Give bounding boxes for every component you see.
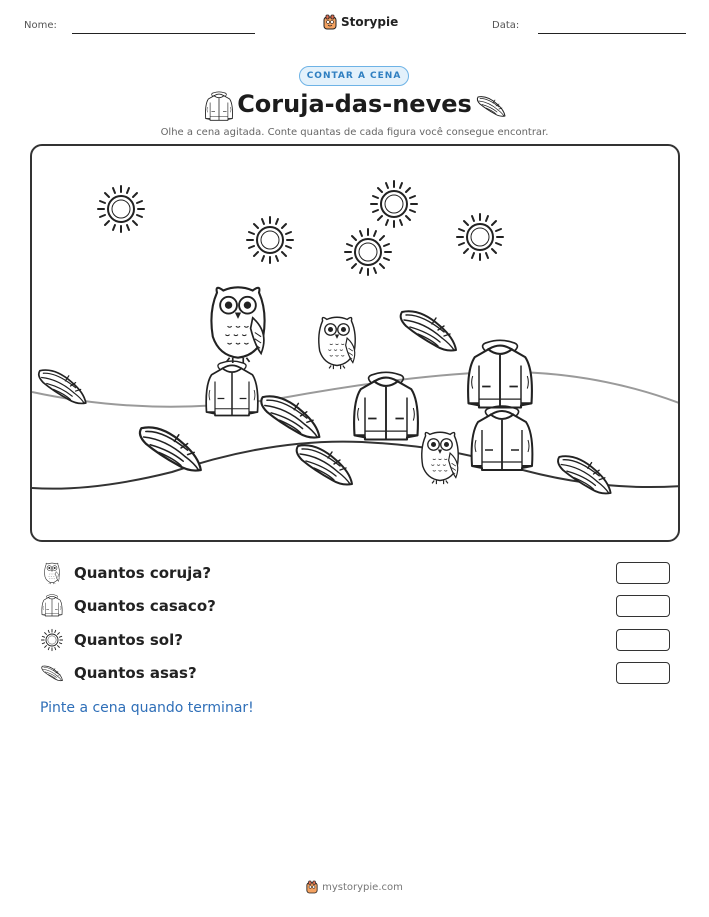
title-text: Coruja-das-neves: [237, 90, 472, 118]
question-text: Quantos coruja?: [74, 564, 212, 582]
sun-icon: [457, 214, 503, 260]
question-row: [40, 658, 680, 688]
answer-box[interactable]: [616, 595, 670, 617]
question-text: Quantos sol?: [74, 631, 183, 649]
question-text: Quantos asas?: [74, 664, 197, 682]
wing-icon: [40, 661, 64, 685]
sun-icon: [247, 217, 293, 263]
page-title: [0, 90, 709, 118]
instructions: Olhe a cena agitada. Conte quantas de cada figura você consegue encontrar.: [160, 127, 549, 138]
activity-badge: CONTAR A CENA: [299, 66, 409, 86]
storypie-mascot-icon: [306, 880, 318, 894]
wing-icon: [140, 427, 201, 470]
wing-icon: [261, 396, 319, 437]
brand-name: Storypie: [341, 15, 399, 29]
counting-scene: [30, 144, 680, 542]
question-row: [40, 625, 680, 655]
question-row: [40, 558, 680, 588]
sun-icon: [371, 181, 417, 227]
jacket-icon: [203, 91, 235, 123]
name-label: Nome:: [24, 20, 57, 31]
footer: [0, 880, 709, 894]
owl-icon: [319, 317, 355, 369]
name-line[interactable]: [72, 33, 255, 34]
coloring-note: Pinte a cena quando terminar!: [40, 700, 254, 716]
jacket-icon: [472, 406, 533, 470]
wing-icon: [475, 91, 507, 121]
jacket-icon: [206, 361, 258, 415]
wing-icon: [558, 456, 611, 493]
jacket-icon: [354, 372, 418, 439]
answer-box[interactable]: [616, 662, 670, 684]
answer-box[interactable]: [616, 629, 670, 651]
scene-illustration: [32, 146, 680, 542]
jacket-icon: [468, 340, 532, 407]
question-text: Quantos casaco?: [74, 597, 216, 615]
owl-icon: [422, 432, 458, 484]
owl-icon: [40, 561, 64, 585]
owl-icon: [211, 287, 264, 363]
date-label: Data:: [492, 20, 520, 31]
footer-url[interactable]: mystorypie.com: [322, 881, 403, 893]
sun-icon: [98, 186, 144, 232]
date-line[interactable]: [538, 33, 686, 34]
brand-logo: [323, 14, 398, 30]
question-row: [40, 591, 680, 621]
storypie-mascot-icon: [323, 14, 337, 30]
sun-icon: [40, 628, 64, 652]
jacket-icon: [40, 594, 64, 618]
wing-icon: [401, 311, 456, 350]
wing-icon: [297, 445, 352, 484]
sun-icon: [345, 229, 391, 275]
answer-box[interactable]: [616, 562, 670, 584]
